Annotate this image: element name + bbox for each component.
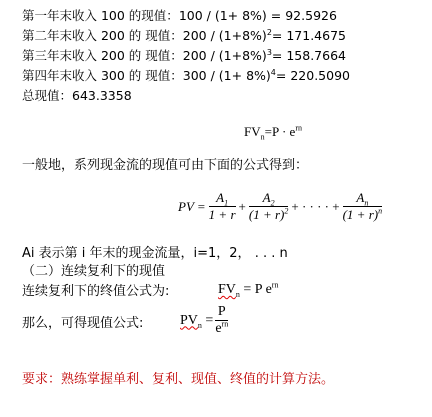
fv-symbol: FV [244,124,261,139]
pv2-denominator-exponent: rn [221,319,229,329]
denominator-2-exponent: 2 [284,206,289,216]
fv2-eq: = P e [239,282,272,297]
row-exponent: 2 [266,27,272,37]
plus-sign: + [238,198,246,214]
row-label: 第三年末收入 200 的 现值： [22,48,183,63]
ai-description: Ai 表示第 i 年末的现金流量，i=1，2， . . . n [22,246,288,261]
section-heading-continuous: （二）连续复利下的现值 [22,264,166,279]
pv2-eq: = [201,312,214,328]
pv2-fraction [215,304,228,337]
continuous-label: 连续复利下的终值公式为: [22,284,170,299]
total-present-value: 总现值：643.3358 [22,88,132,103]
numerator-a1: A [216,190,225,205]
fraction-term-1 [209,190,236,223]
denominator-n: (1 + r) [342,207,379,222]
row-label: 第四年末收入 300 的 现值： [22,68,183,83]
row-result: = 220.5090 [275,68,350,83]
row-year4 [22,68,350,83]
pv-general-formula [178,190,382,223]
numerator-a2: A [262,190,271,205]
row-label: 第一年末收入 100 的现值： [22,8,179,23]
denominator-n-exponent: n [378,206,383,216]
row-formula: 200 / (1+8%) [182,48,267,63]
fv2-symbol: FV [218,282,236,297]
fv-eq: =P · e [264,124,296,139]
fv2-subscript: n [235,289,240,299]
row-year3 [22,48,346,63]
row-result: = 171.4675 [271,28,346,43]
pv2-numerator: P [217,304,226,319]
row-year1 [22,8,337,23]
then-label: 那么，可得现值公式: [22,316,144,331]
row-result: = 158.7664 [271,48,346,63]
a1-subscript: 1 [224,198,229,208]
ellipsis: + · · · · + [291,198,340,214]
numerator-an: A [356,190,365,205]
row-year2 [22,28,346,43]
pv2-symbol: PV [180,312,198,328]
fv2-exponent: rn [271,280,279,290]
row-exponent: 3 [266,47,272,57]
continuous-fv-formula [218,282,278,298]
row-formula: 200 / (1+8%) [182,28,267,43]
row-label: 第二年末收入 200 的 现值： [22,28,183,43]
denominator-2: (1 + r) [248,207,285,222]
continuous-pv-formula [180,304,228,337]
pv2-denominator: e [215,321,222,336]
pv2-subscript: n [197,320,202,330]
row-formula: 100 / (1+ 8%) = 92.5926 [178,8,337,23]
denominator-1: 1 + r [208,207,236,222]
an-subscript: n [364,198,369,208]
fraction-term-n [343,190,383,223]
fv-formula [244,124,302,140]
requirement-note: 要求：熟练掌握单利、复利、现值、终值的计算方法。 [22,372,335,387]
general-sentence: 一般地，系列现金流的现值可由下面的公式得到： [22,158,309,173]
pv-lhs: PV = [178,198,206,214]
fv-exponent: rn [295,123,302,133]
row-formula: 300 / (1+ 8%) [182,68,271,83]
a2-subscript: 2 [270,198,275,208]
fv-subscript: n [260,132,265,142]
row-exponent: 4 [270,67,276,77]
fraction-term-2 [249,190,289,223]
